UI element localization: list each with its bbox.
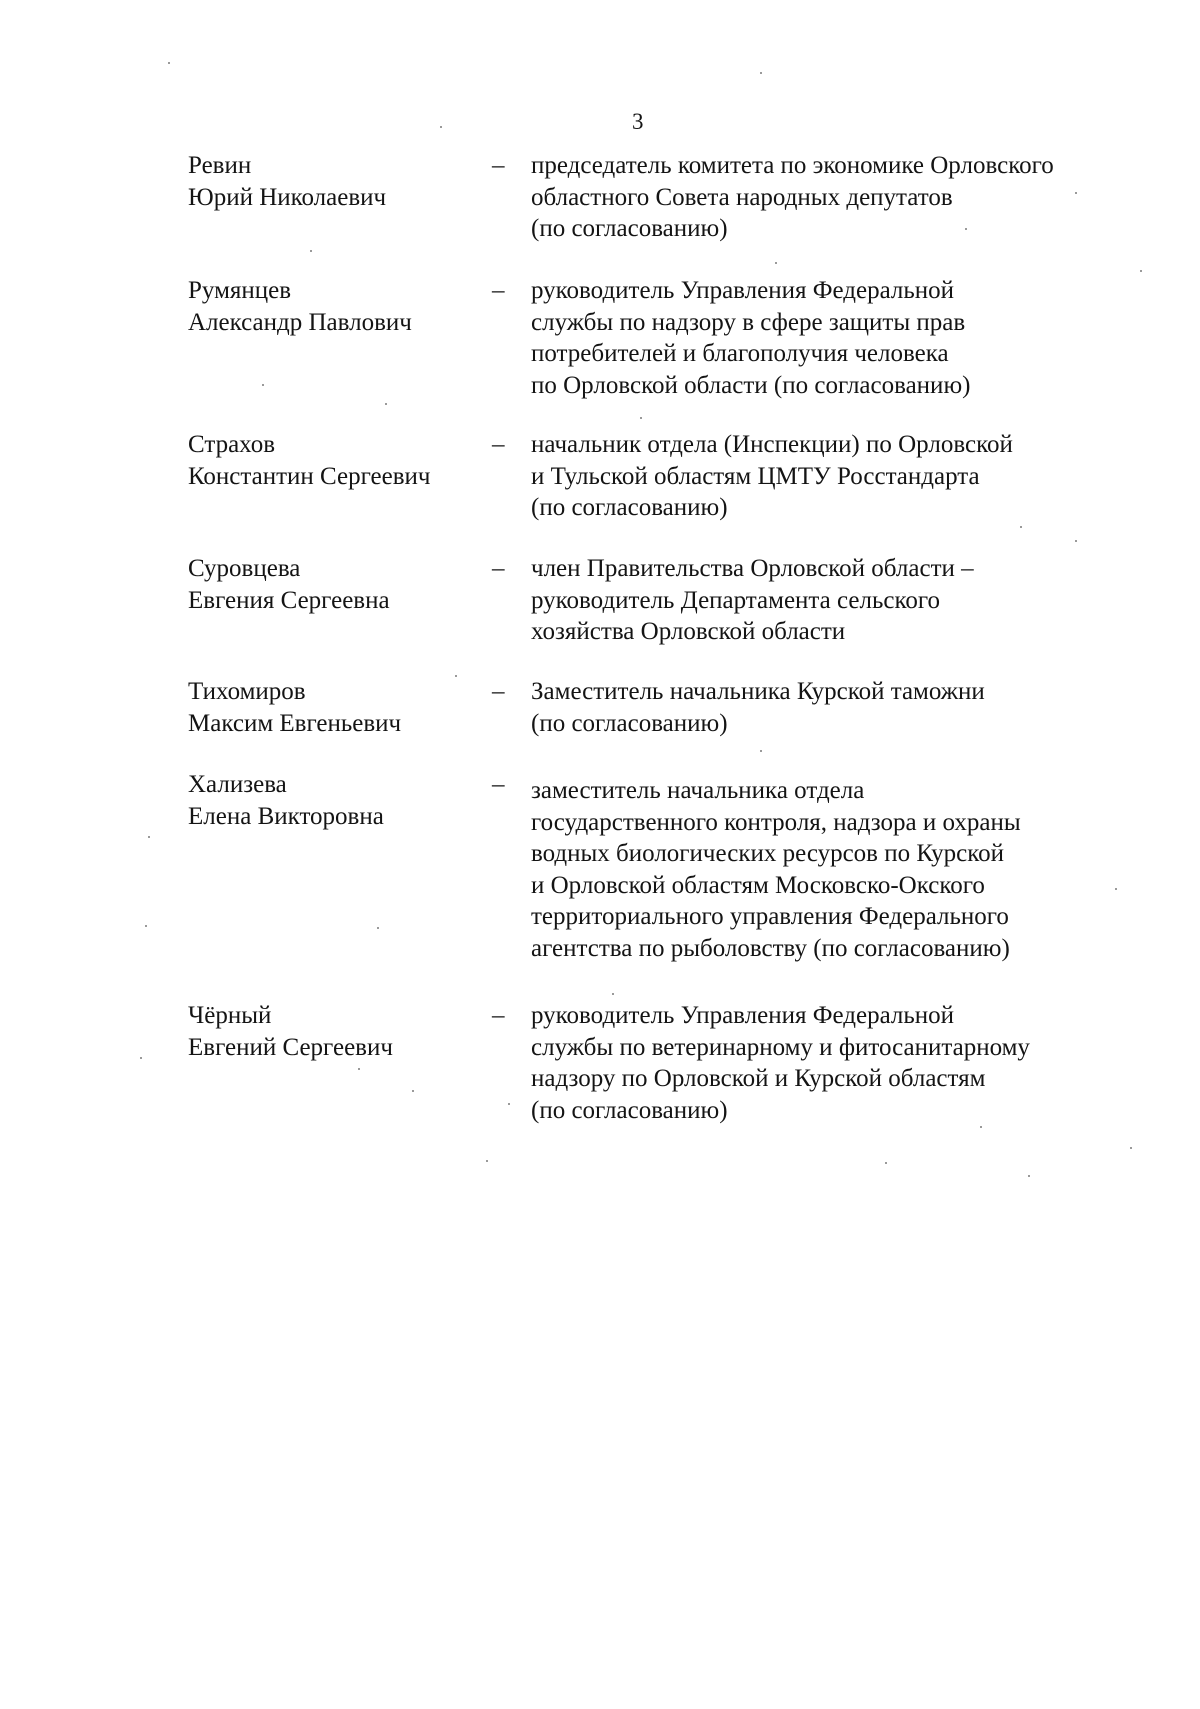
position-line: руководитель Управления Федеральной: [531, 1002, 955, 1029]
position-line: водных биологических ресурсов по Курской: [531, 840, 1005, 867]
scan-speck: [965, 228, 967, 230]
scan-speck: [455, 675, 457, 677]
member-given-names: Елена Викторовна: [188, 802, 384, 830]
member-surname: Тихомиров: [188, 678, 306, 705]
scan-speck: [885, 1162, 887, 1164]
position-line: (по согласованию): [531, 215, 728, 242]
member-position: [531, 553, 1131, 648]
scan-speck: [140, 1057, 142, 1059]
position-line: по Орловской области (по согласованию): [531, 371, 971, 399]
scan-speck: [640, 417, 642, 419]
member-name: [188, 676, 488, 739]
scan-speck: [1028, 1175, 1030, 1177]
position-line: областного Совета народных депутатов: [531, 183, 953, 211]
scan-speck: [612, 993, 614, 995]
scan-speck: [262, 384, 264, 386]
scan-speck: [760, 750, 762, 752]
position-line: и Тульской областям ЦМТУ Росстандарта: [531, 462, 980, 490]
position-line: член Правительства Орловской области –: [531, 555, 974, 582]
scan-speck: [1020, 526, 1022, 528]
separator-dash: –: [492, 678, 505, 705]
scan-speck: [760, 72, 762, 74]
position-line: заместитель начальника отдела: [531, 777, 865, 804]
position-line: (по согласованию): [531, 494, 728, 521]
position-line: начальник отдела (Инспекции) по Орловской: [531, 431, 1013, 458]
scan-speck: [486, 1160, 488, 1162]
member-position: [531, 676, 1131, 739]
member-name: [188, 1000, 488, 1063]
separator-dash: –: [492, 277, 505, 304]
member-name: [188, 553, 488, 616]
position-line: (по согласованию): [531, 1096, 728, 1124]
scan-speck: [310, 250, 312, 252]
position-line: (по согласованию): [531, 709, 728, 737]
position-line: Заместитель начальника Курской таможни: [531, 678, 985, 705]
member-surname: Румянцев: [188, 277, 292, 304]
page-number: 3: [632, 109, 644, 134]
scan-speck: [980, 1126, 982, 1128]
position-line: агентства по рыболовству (по согласованию): [531, 934, 1010, 962]
position-line: территориального управления Федерального: [531, 903, 1009, 930]
scan-speck: [168, 62, 170, 64]
scan-speck: [775, 262, 777, 264]
member-name: [188, 275, 488, 338]
separator-dash: –: [492, 555, 505, 582]
scan-speck: [145, 925, 147, 927]
scan-speck: [358, 1068, 360, 1070]
separator-dash: –: [492, 1002, 505, 1029]
separator-dash: –: [492, 771, 505, 798]
member-position: [531, 275, 1131, 401]
position-line: потребителей и благополучия человека: [531, 340, 949, 367]
member-surname: Чёрный: [188, 1002, 272, 1029]
position-line: службы по надзору в сфере защиты прав: [531, 308, 966, 336]
member-name: [188, 429, 488, 492]
scan-speck: [1075, 192, 1077, 194]
scan-speck: [1140, 270, 1142, 272]
position-line: руководитель Департамента сельского: [531, 586, 940, 614]
member-given-names: Константин Сергеевич: [188, 462, 431, 490]
member-position: [531, 150, 1131, 245]
member-position: [531, 775, 1131, 964]
position-line: государственного контроля, надзора и охраны: [531, 808, 1021, 836]
member-position: [531, 1000, 1131, 1126]
scan-speck: [148, 836, 150, 838]
scan-speck: [385, 403, 387, 405]
scan-speck: [1075, 540, 1077, 542]
member-surname: Суровцева: [188, 555, 301, 582]
scan-speck: [412, 1090, 414, 1092]
member-given-names: Евгения Сергеевна: [188, 586, 390, 614]
member-given-names: Евгений Сергеевич: [188, 1033, 393, 1061]
member-given-names: Максим Евгеньевич: [188, 709, 402, 737]
member-surname: Ревин: [188, 152, 252, 179]
position-line: надзору по Орловской и Курской областям: [531, 1065, 986, 1092]
position-line: руководитель Управления Федеральной: [531, 277, 955, 304]
position-line: и Орловской областям Московско-Окского: [531, 871, 985, 899]
member-position: [531, 429, 1131, 524]
position-line: службы по ветеринарному и фитосанитарному: [531, 1033, 1030, 1061]
scan-speck: [1130, 1147, 1132, 1149]
separator-dash: –: [492, 431, 505, 458]
member-given-names: Александр Павлович: [188, 308, 412, 336]
separator-dash: –: [492, 152, 505, 179]
member-given-names: Юрий Николаевич: [188, 183, 387, 211]
member-name: [188, 150, 488, 213]
member-surname: Хализева: [188, 771, 287, 798]
position-line: хозяйства Орловской области: [531, 618, 846, 645]
scan-speck: [377, 927, 379, 929]
scan-speck: [440, 126, 442, 128]
scan-speck: [1115, 888, 1117, 890]
member-surname: Страхов: [188, 431, 276, 458]
member-name: [188, 769, 488, 832]
scan-speck: [508, 1103, 510, 1105]
position-line: председатель комитета по экономике Орловского: [531, 152, 1054, 179]
